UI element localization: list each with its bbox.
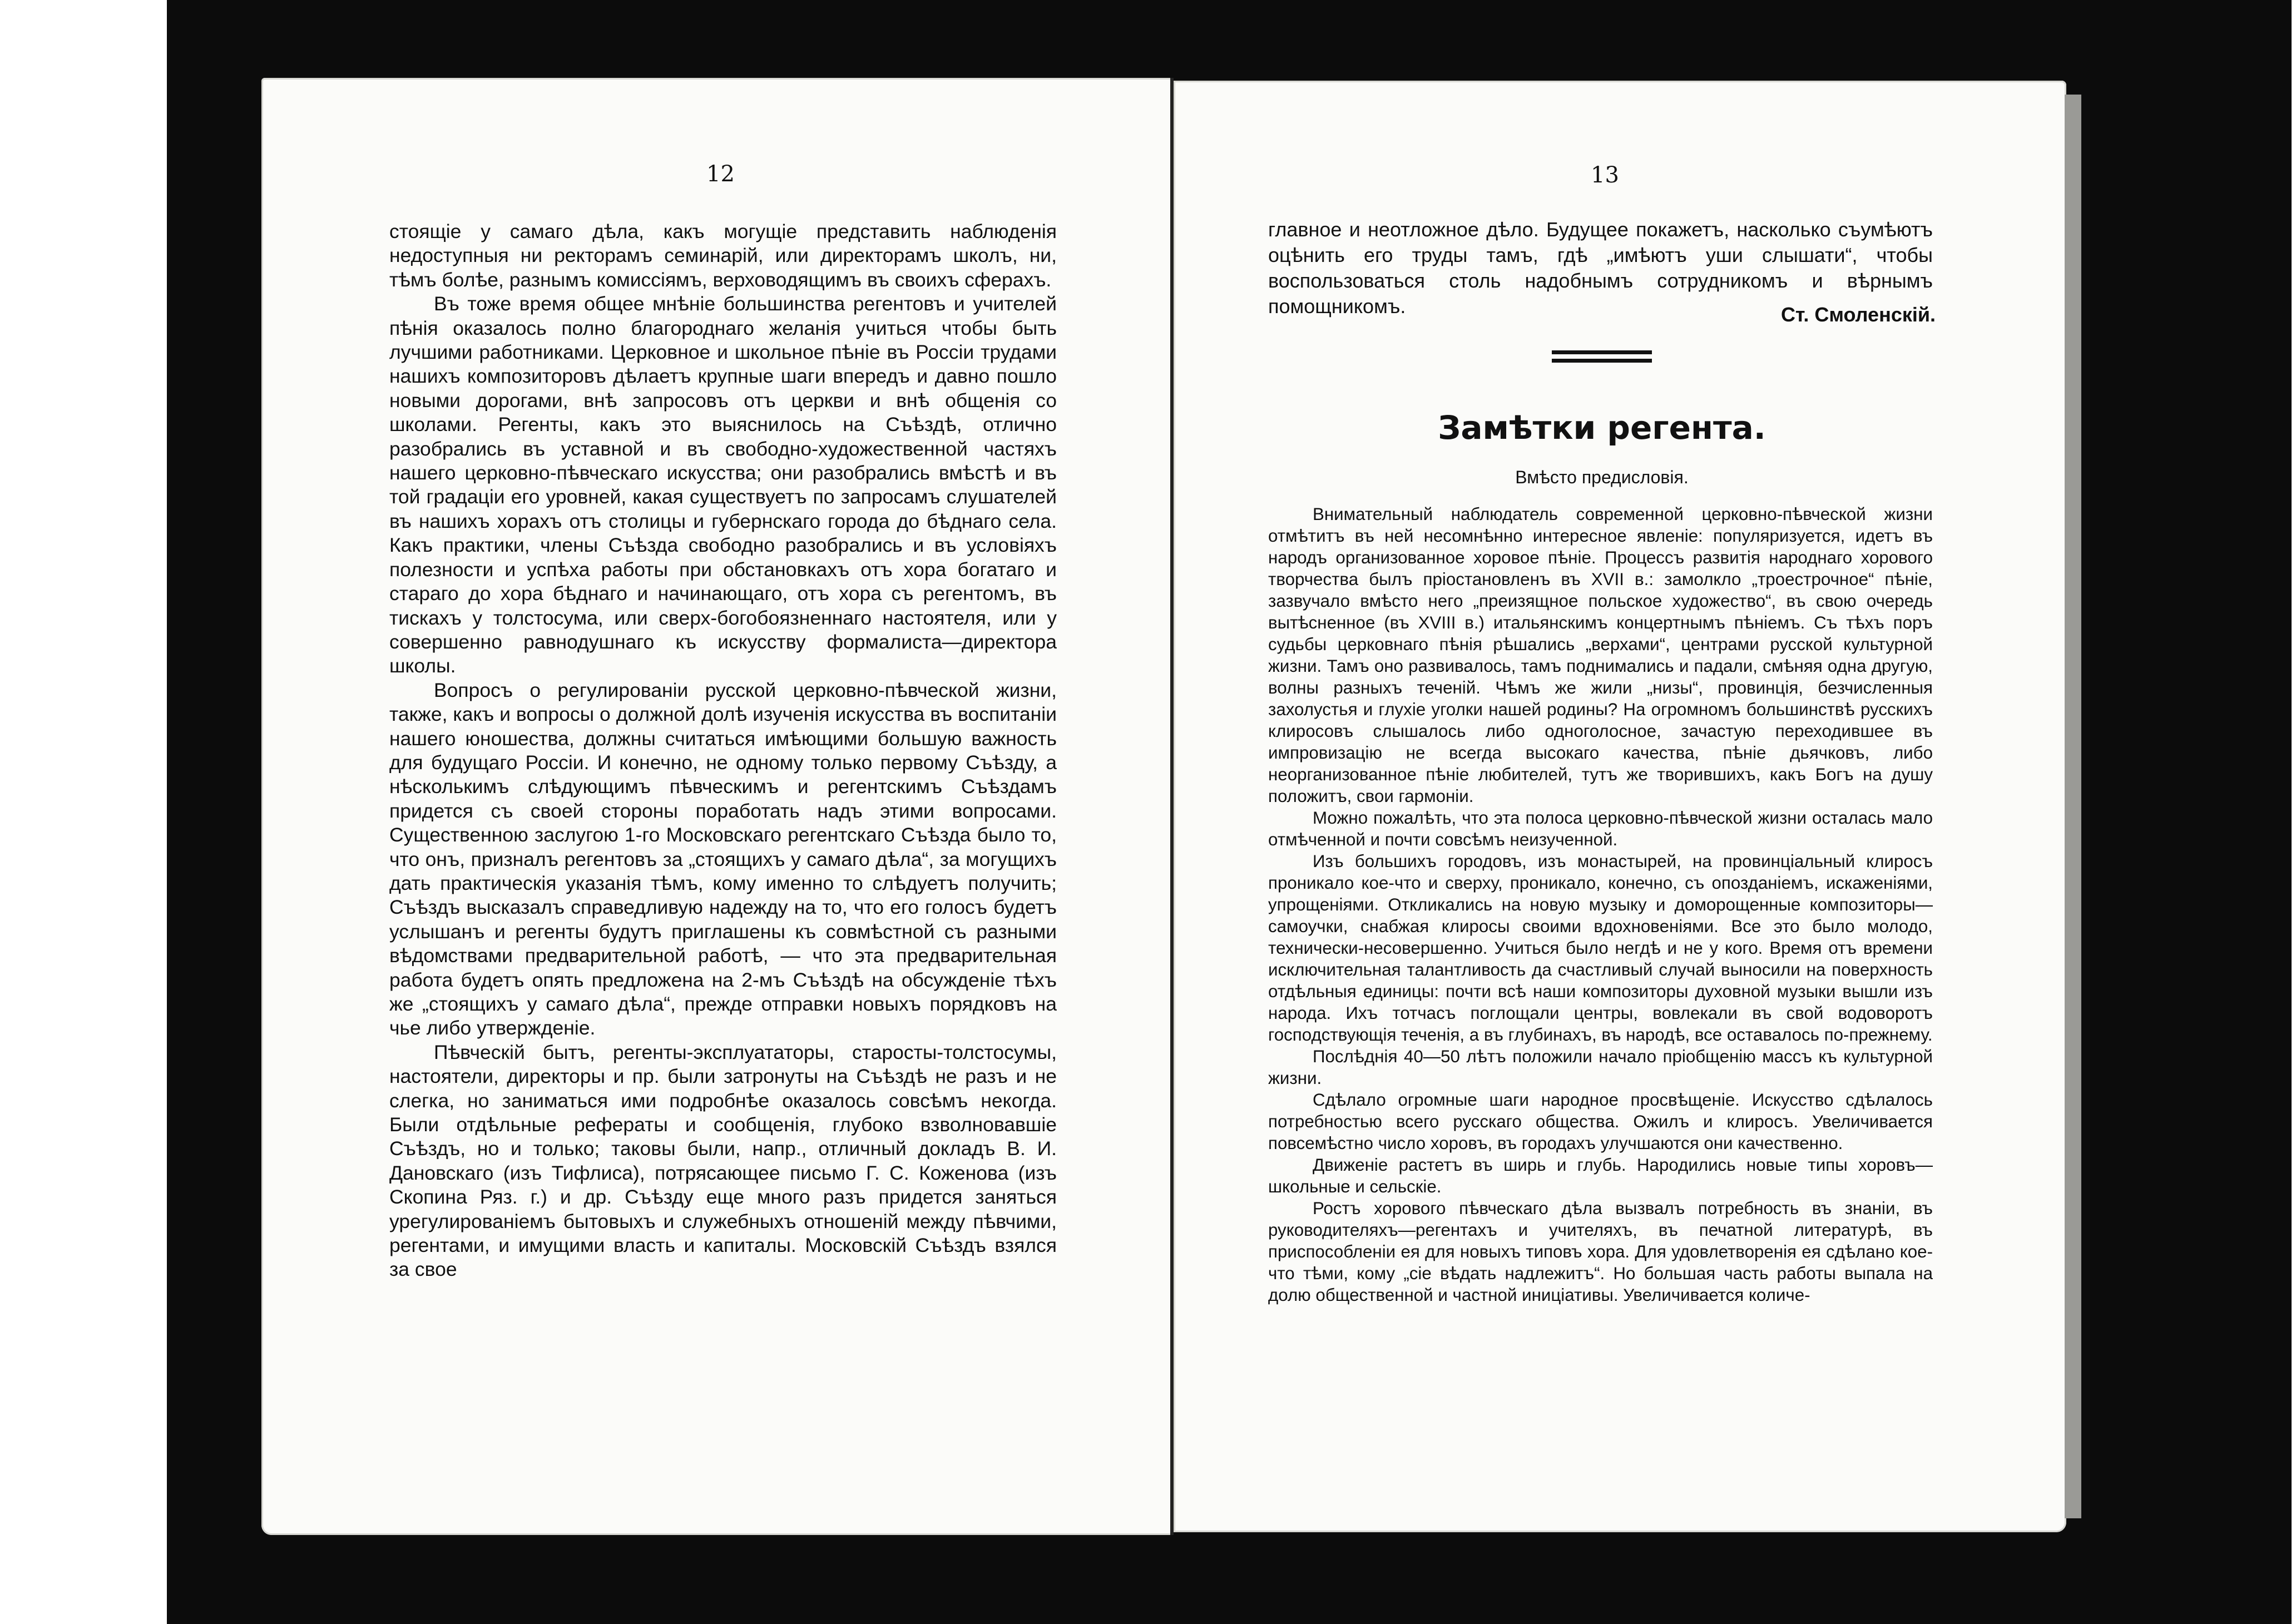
right-paragraph: Послѣднія 40—50 лѣтъ положили начало пріобщенію массъ къ культурной жизни. (1268, 1047, 1933, 1088)
page-number-right: 13 (1591, 162, 1619, 188)
page-edge-shadow (2065, 95, 2081, 1518)
right-paragraph: Движеніе растетъ въ ширь и глубь. Народились новые типы хоровъ—школьные и сельскіе. (1268, 1155, 1933, 1196)
article-subtitle: Вмѣсто предисловія. (1515, 467, 1689, 487)
left-paragraph: Пѣвческій бытъ, регенты-эксплуататоры, старосты-толстосумы, настоятели, директоры и пр. были затронуты на Съѣздѣ не разъ и не слегка, но заниматься ими подробнѣе оказалось совсѣмъ некогда. Были отдѣльные рефераты и сообщенія, глубоко взволновавшіе Съѣздъ, но и только; таковы были, напр., отличный докладъ В. И. Дановскаго (изъ Тифлиса), потрясающее письмо Г. С. Коженова (изъ Скопина Ряз. г.) и др. Съѣзду еще много разъ придется заняться урегулированіемъ бытовыхъ и служебныхъ отношеній между пѣвчими, регентами, и имущими власть и капиталы. Московскій Съѣздъ взялся за свое (389, 1041, 1057, 1281)
intro-paragraph: главное и неотложное дѣло. Будущее покажетъ, насколько съумѣютъ оцѣнить его труды тамъ, гдѣ „имѣютъ уши слышати“, чтобы воспользоваться столь надобнымъ сотрудникомъ и вѣрнымъ помощникомъ. (1268, 218, 1933, 318)
right-paragraph: Внимательный наблюдатель современной церковно-пѣвческой жизни отмѣтитъ въ ней несомнѣнно интересное явленіе: популяризуется, идетъ въ народъ организованное хоровое пѣніе. Процессъ развитія народнаго хорового творчества былъ пріостановленъ въ XVII в.: замолкло „троестрочное“ пѣніе, зазвучало вмѣсто него „преизящное польское художество“, въ свою очередь вытѣсненное (въ XVIII в.) итальянскимъ концертнымъ пѣніемъ. Съ тѣхъ поръ судьбы церковнаго пѣнія рѣшались „верхами“, центрами русской культурной жизни. Тамъ оно развивалось, тамъ поднимались и падали, смѣняя одна другую, волны разныхъ теченій. Чѣмъ же жили „низы“, провинція, безчисленныя захолустья и глухіе уголки нашей родины? На огромномъ большинствѣ русскихъ клиросовъ слышалось либо одноголосное, зачастую переходившее въ импровизацію не всегда высокаго качества, пѣніе дьячковъ, либо неорганизованное пѣніе любителей, тутъ же творившихъ, какъ Богъ на душу положитъ, свои гармоніи. (1268, 504, 1933, 806)
left-paragraph: стоящіе у самаго дѣла, какъ могущіе представить наблюденія недоступныя ни ректорамъ семинарій, или директорамъ школъ, ни, тѣмъ болѣе, разнымъ комиссіямъ, верховодящимъ въ своихъ сферахъ. (389, 220, 1057, 291)
left-paragraph: Въ тоже время общее мнѣніе большинства регентовъ и учителей пѣнія оказалось полно благороднаго желанія учиться чтобы быть лучшими работниками. Церковное и школьное пѣніе въ Россіи трудами нашихъ композиторовъ дѣлаетъ крупные шаги впередъ и давно пошло новыми дорогами, внѣ запросовъ отъ церкви и внѣ общенія со школами. Регенты, какъ это выяснилось на Съѣздѣ, отлично разобрались въ уставной и въ свободно-художественной частяхъ нашего церковно-пѣвческаго искусства; они разобрались вмѣстѣ и въ той градаціи его уровней, какая существуетъ по запросамъ слушателей въ нашихъ хорахъ отъ столицы и губернскаго города до бѣднаго села. Какъ практики, члены Съѣзда свободно разобрались и въ условіяхъ полезности и успѣха работы при обстановкахъ отъ хора богатаго и стараго до хора бѣднаго и начинающаго, отъ хора съ регентомъ, въ тискахъ у толстосума, или сверх-богобоязненнаго настоятеля, или у совершенно равнодушнаго къ искусству формалиста—директора школы. (389, 293, 1057, 677)
right-paragraph: Ростъ хорового пѣвческаго дѣла вызвалъ потребность въ знаніи, въ руководителяхъ—регентахъ и учителяхъ, въ печатной литературѣ, въ приспособленіи ея для новыхъ типовъ хора. Для удовлетворенія ея сдѣлано кое-что тѣми, кому „сіе вѣдать надлежитъ“. Но большая часть работы выпала на долю общественной и частной иниціативы. Увеличивается количе- (1268, 1199, 1933, 1305)
left-page-text (389, 220, 1057, 1282)
article-title: Замѣтки регента. (1438, 409, 1766, 447)
right-page-text (1268, 503, 1933, 1306)
section-separator (1552, 350, 1652, 363)
page-number-left: 12 (706, 161, 735, 187)
book-gutter (1170, 78, 1174, 1535)
left-paragraph: Вопросъ о регулированіи русской церковно-пѣвческой жизни, также, какъ и вопросы о должной долѣ изученія искусства въ воспитаніи нашего юношества, должны считаться имѣющими большую важность для будущаго Россіи. И конечно, не одному только первому Съѣзду, а нѣсколькимъ слѣдующимъ пѣвческимъ и регентскимъ Съѣздамъ придется съ своей стороны поработать надъ этими вопросами. Существенною заслугою 1-го Московскаго регентскаго Съѣзда было то, что онъ, призналъ регентовъ за „стоящихъ у самаго дѣла“, за могущихъ дать практическія указанія тѣмъ, кому именно то слѣдуетъ получить; Съѣздъ высказалъ справедливую надежду на то, что его голосъ будетъ услышанъ и регенты будутъ приглашены къ совмѣстной съ разными вѣдомствами предварительной работѣ, — что эта предварительная работа будетъ опять предложена на 2-мъ Съѣздѣ на обсужденіе тѣхъ же „стоящихъ у самаго дѣла“, прежде отправки новыхъ порядковъ на чье либо утвержденіе. (389, 679, 1057, 1039)
right-paragraph: Изъ большихъ городовъ, изъ монастырей, на провинціальный клиросъ проникало кое-что и сверху, проникало, конечно, съ опозданіемъ, искаженіями, упрощеніями. Откликались на новую музыку и доморощенные композиторы—самоучки, снабжая клиросы своими вдохновеніями. Все это было молодо, технически-несовершенно. Учиться было негдѣ и не у кого. Время отъ времени исключительная талантливость да счастливый случай выносили на поверхность отдѣльныя единицы: почти всѣ наши композиторы духовной музыки вышли изъ народа. Ихъ тотчасъ поглощали центры, вовлекали въ свой водоворотъ господствующія теченія, а въ глубинахъ, въ народѣ, все оставалось по-прежнему. (1268, 851, 1933, 1044)
right-paragraph: Сдѣлало огромные шаги народное просвѣщеніе. Искусство сдѣлалось потребностью всего русскаго общества. Ожилъ и клиросъ. Увеличивается повсемѣстно число хоровъ, въ городахъ улучшаются они качественно. (1268, 1090, 1933, 1153)
right-paragraph: Можно пожалѣть, что эта полоса церковно-пѣвческой жизни осталась мало отмѣченной и почти совсѣмъ неизученной. (1268, 808, 1933, 849)
author-signature: Ст. Смоленскій. (1780, 303, 1936, 326)
